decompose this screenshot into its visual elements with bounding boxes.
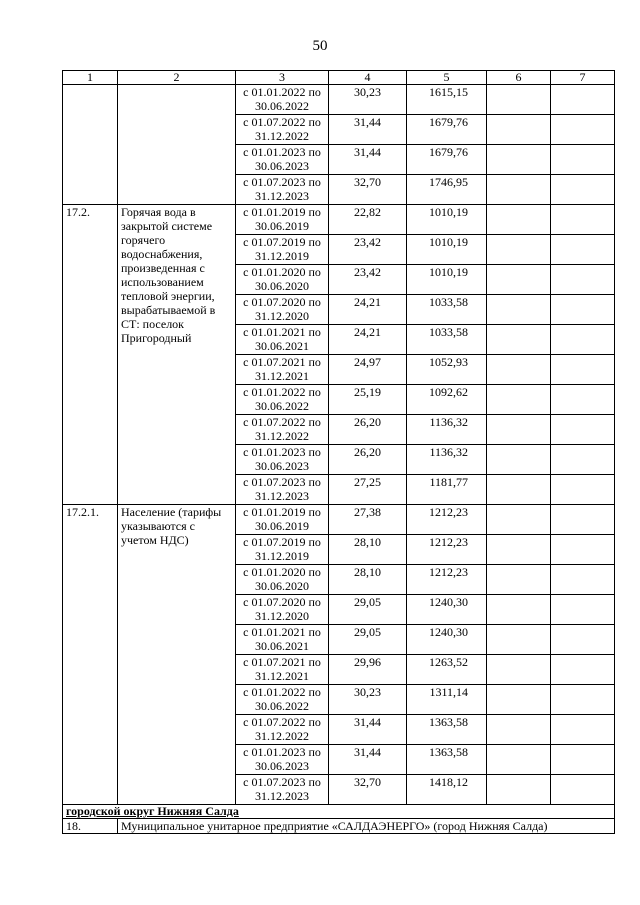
period-cell: с 01.01.2023 по 30.06.2023 [236, 145, 329, 175]
table-body [63, 85, 615, 834]
value-cell-col5: 1679,76 [407, 145, 487, 175]
value-cell-col4: 28,10 [329, 535, 407, 565]
period-cell: с 01.07.2021 по 31.12.2021 [236, 655, 329, 685]
page-number: 50 [312, 38, 328, 54]
table-row [63, 205, 615, 235]
column-header: 2 [118, 71, 236, 85]
table-row [63, 85, 615, 115]
empty-cell-col7 [551, 745, 615, 775]
column-header: 6 [487, 71, 551, 85]
value-cell-col4: 31,44 [329, 745, 407, 775]
period-cell: с 01.07.2020 по 31.12.2020 [236, 595, 329, 625]
value-cell-col5: 1212,23 [407, 535, 487, 565]
section-title: городской округ Нижняя Салда [63, 805, 615, 819]
empty-cell-col7 [551, 175, 615, 205]
value-cell-col5: 1363,58 [407, 715, 487, 745]
value-cell-col4: 26,20 [329, 415, 407, 445]
period-cell: с 01.01.2021 по 30.06.2021 [236, 625, 329, 655]
value-cell-col4: 29,05 [329, 595, 407, 625]
value-cell-col4: 28,10 [329, 565, 407, 595]
table-row [63, 505, 615, 535]
column-header: 1 [63, 71, 118, 85]
value-cell-col5: 1010,19 [407, 235, 487, 265]
period-cell: с 01.01.2020 по 30.06.2020 [236, 565, 329, 595]
column-header: 5 [407, 71, 487, 85]
empty-cell-col6 [487, 715, 551, 745]
period-cell: с 01.01.2023 по 30.06.2023 [236, 445, 329, 475]
value-cell-col4: 23,42 [329, 265, 407, 295]
column-header: 7 [551, 71, 615, 85]
column-header: 3 [236, 71, 329, 85]
empty-cell-col7 [551, 295, 615, 325]
organization-name: Муниципальное унитарное предприятие «САЛДАЭНЕРГО» (город Нижняя Салда) [118, 819, 615, 834]
section-row [63, 805, 615, 819]
value-cell-col4: 27,25 [329, 475, 407, 505]
empty-cell-col7 [551, 385, 615, 415]
value-cell-col4: 27,38 [329, 505, 407, 535]
item-code [63, 85, 118, 205]
period-cell: с 01.07.2023 по 31.12.2023 [236, 175, 329, 205]
value-cell-col5: 1092,62 [407, 385, 487, 415]
period-cell: с 01.07.2023 по 31.12.2023 [236, 775, 329, 805]
empty-cell-col6 [487, 655, 551, 685]
empty-cell-col7 [551, 775, 615, 805]
value-cell-col5: 1033,58 [407, 295, 487, 325]
value-cell-col4: 29,96 [329, 655, 407, 685]
value-cell-col5: 1010,19 [407, 205, 487, 235]
period-cell: с 01.01.2022 по 30.06.2022 [236, 385, 329, 415]
empty-cell-col6 [487, 385, 551, 415]
value-cell-col4: 32,70 [329, 775, 407, 805]
empty-cell-col7 [551, 565, 615, 595]
period-cell: с 01.07.2019 по 31.12.2019 [236, 535, 329, 565]
value-cell-col5: 1136,32 [407, 445, 487, 475]
period-cell: с 01.07.2021 по 31.12.2021 [236, 355, 329, 385]
period-cell: с 01.01.2020 по 30.06.2020 [236, 265, 329, 295]
empty-cell-col7 [551, 235, 615, 265]
value-cell-col4: 31,44 [329, 145, 407, 175]
header-row [63, 71, 615, 85]
empty-cell-col6 [487, 205, 551, 235]
value-cell-col4: 22,82 [329, 205, 407, 235]
empty-cell-col6 [487, 295, 551, 325]
period-cell: с 01.07.2023 по 31.12.2023 [236, 475, 329, 505]
empty-cell-col7 [551, 685, 615, 715]
empty-cell-col7 [551, 535, 615, 565]
value-cell-col4: 24,21 [329, 295, 407, 325]
value-cell-col5: 1010,19 [407, 265, 487, 295]
period-cell: с 01.07.2022 по 31.12.2022 [236, 415, 329, 445]
empty-cell-col6 [487, 85, 551, 115]
empty-cell-col7 [551, 85, 615, 115]
empty-cell-col6 [487, 175, 551, 205]
empty-cell-col6 [487, 475, 551, 505]
period-cell: с 01.01.2023 по 30.06.2023 [236, 745, 329, 775]
empty-cell-col7 [551, 115, 615, 145]
empty-cell-col7 [551, 265, 615, 295]
value-cell-col5: 1311,14 [407, 685, 487, 715]
value-cell-col5: 1052,93 [407, 355, 487, 385]
value-cell-col5: 1181,77 [407, 475, 487, 505]
empty-cell-col7 [551, 355, 615, 385]
empty-cell-col6 [487, 145, 551, 175]
period-cell: с 01.01.2019 по 30.06.2019 [236, 205, 329, 235]
value-cell-col4: 24,21 [329, 325, 407, 355]
empty-cell-col6 [487, 415, 551, 445]
value-cell-col4: 31,44 [329, 115, 407, 145]
value-cell-col5: 1212,23 [407, 565, 487, 595]
empty-cell-col7 [551, 505, 615, 535]
empty-cell-col7 [551, 145, 615, 175]
empty-cell-col7 [551, 655, 615, 685]
value-cell-col5: 1679,76 [407, 115, 487, 145]
value-cell-col4: 30,23 [329, 685, 407, 715]
value-cell-col5: 1418,12 [407, 775, 487, 805]
empty-cell-col6 [487, 505, 551, 535]
empty-cell-col6 [487, 235, 551, 265]
value-cell-col4: 23,42 [329, 235, 407, 265]
value-cell-col5: 1136,32 [407, 415, 487, 445]
empty-cell-col7 [551, 715, 615, 745]
item-name: Население (тарифы указываются с учетом НДС) [118, 505, 236, 805]
value-cell-col4: 25,19 [329, 385, 407, 415]
empty-cell-col6 [487, 325, 551, 355]
empty-cell-col7 [551, 625, 615, 655]
empty-cell-col6 [487, 565, 551, 595]
value-cell-col4: 29,05 [329, 625, 407, 655]
value-cell-col4: 32,70 [329, 175, 407, 205]
value-cell-col4: 30,23 [329, 85, 407, 115]
value-cell-col5: 1615,15 [407, 85, 487, 115]
value-cell-col4: 24,97 [329, 355, 407, 385]
empty-cell-col6 [487, 115, 551, 145]
value-cell-col5: 1033,58 [407, 325, 487, 355]
empty-cell-col7 [551, 415, 615, 445]
column-header: 4 [329, 71, 407, 85]
item-name: Горячая вода в закрытой системе горячего водоснабжения, произведенная с использованием тепловой энергии, вырабатываемой в СТ: поселок Пригородный [118, 205, 236, 505]
period-cell: с 01.01.2021 по 30.06.2021 [236, 325, 329, 355]
item-code: 17.2. [63, 205, 118, 505]
empty-cell-col6 [487, 775, 551, 805]
value-cell-col5: 1240,30 [407, 595, 487, 625]
empty-cell-col6 [487, 745, 551, 775]
empty-cell-col6 [487, 535, 551, 565]
value-cell-col5: 1746,95 [407, 175, 487, 205]
organization-row [63, 819, 615, 834]
empty-cell-col6 [487, 595, 551, 625]
period-cell: с 01.01.2019 по 30.06.2019 [236, 505, 329, 535]
period-cell: с 01.07.2022 по 31.12.2022 [236, 715, 329, 745]
empty-cell-col6 [487, 265, 551, 295]
empty-cell-col6 [487, 445, 551, 475]
empty-cell-col7 [551, 595, 615, 625]
value-cell-col4: 31,44 [329, 715, 407, 745]
organization-code: 18. [63, 819, 118, 834]
empty-cell-col7 [551, 325, 615, 355]
value-cell-col4: 26,20 [329, 445, 407, 475]
empty-cell-col7 [551, 475, 615, 505]
empty-cell-col6 [487, 625, 551, 655]
period-cell: с 01.07.2019 по 31.12.2019 [236, 235, 329, 265]
period-cell: с 01.01.2022 по 30.06.2022 [236, 85, 329, 115]
value-cell-col5: 1363,58 [407, 745, 487, 775]
value-cell-col5: 1263,52 [407, 655, 487, 685]
value-cell-col5: 1240,30 [407, 625, 487, 655]
period-cell: с 01.07.2022 по 31.12.2022 [236, 115, 329, 145]
empty-cell-col7 [551, 205, 615, 235]
empty-cell-col6 [487, 355, 551, 385]
empty-cell-col6 [487, 685, 551, 715]
value-cell-col5: 1212,23 [407, 505, 487, 535]
item-code: 17.2.1. [63, 505, 118, 805]
period-cell: с 01.01.2022 по 30.06.2022 [236, 685, 329, 715]
item-name [118, 85, 236, 205]
empty-cell-col7 [551, 445, 615, 475]
tariff-table [62, 70, 615, 834]
period-cell: с 01.07.2020 по 31.12.2020 [236, 295, 329, 325]
